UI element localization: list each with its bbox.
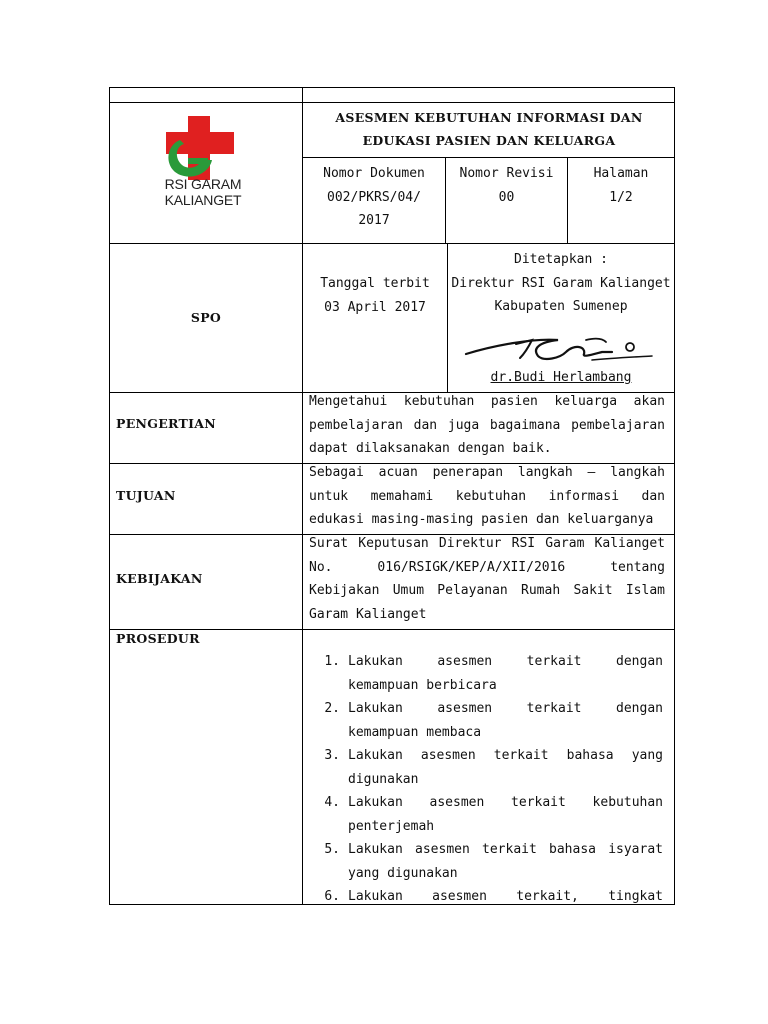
- doc-number-cell: [303, 162, 445, 233]
- step-line-2: yang digunakan: [348, 865, 458, 881]
- revision-cell: [446, 162, 567, 209]
- table-border-left: [109, 87, 110, 905]
- row-divider-spo: [109, 243, 675, 244]
- spo-label: SPO: [190, 310, 222, 325]
- title-line-2: EDUKASI PASIEN DAN KELUARGA: [362, 133, 616, 148]
- procedure-step: [318, 650, 663, 697]
- page-value: 1/2: [609, 189, 633, 205]
- procedure-step: [318, 791, 663, 838]
- revision-label: Nomor Revisi: [459, 166, 554, 181]
- table-border-right: [674, 87, 675, 905]
- step-number: 1.: [324, 654, 340, 669]
- doc-number-value-1: 002/PKRS/04/: [327, 189, 421, 205]
- kebijakan-text: Surat Keputusan Direktur RSI Garam Kalianget No. 016/RSIGK/KEP/A/XII/2016 tentang Kebijakan Umum Pelayanan Rumah Sakit Islam Garam Kalianget: [309, 536, 665, 622]
- issued-date: 03 April 2017: [324, 299, 426, 315]
- document-title: [305, 106, 673, 152]
- approved-label: Ditetapkan :: [514, 252, 608, 267]
- row-divider-header: [109, 102, 675, 103]
- step-line-2: penterjemah: [348, 818, 435, 834]
- page-cell: [568, 162, 674, 209]
- step-number: 6.: [324, 889, 340, 904]
- procedure-list: [318, 650, 663, 909]
- page-label: Halaman: [593, 166, 649, 181]
- procedure-step: [318, 838, 663, 885]
- doc-number-label: Nomor Dokumen: [323, 166, 425, 181]
- procedure-step: [318, 744, 663, 791]
- logo-text: RSI GARAM KALIANGET: [164, 176, 242, 208]
- row-divider-title: [302, 157, 675, 158]
- step-number: 2.: [324, 701, 340, 716]
- step-line-1: Lakukan asesmen terkait bahasa isyarat: [348, 842, 663, 857]
- approval-cell: [448, 248, 674, 319]
- issued-cell: [303, 272, 447, 319]
- approver-title: Direktur RSI Garam Kalianget: [451, 275, 671, 291]
- step-line-1: Lakukan asesmen terkait dengan: [348, 654, 663, 669]
- title-line-1: ASESMEN KEBUTUHAN INFORMASI DAN: [335, 110, 643, 125]
- step-number: 4.: [324, 795, 340, 810]
- approver-region: Kabupaten Sumenep: [494, 299, 628, 314]
- step-number: 5.: [324, 842, 340, 857]
- procedure-step: [318, 697, 663, 744]
- prosedur-label: PROSEDUR: [116, 631, 200, 646]
- signer-name: dr.Budi Herlambang: [490, 370, 632, 385]
- revision-value: 00: [498, 189, 515, 205]
- step-number: 3.: [324, 748, 340, 763]
- pengertian-label: PENGERTIAN: [116, 416, 216, 431]
- procedure-step: [318, 885, 663, 909]
- issued-label: Tanggal terbit: [320, 276, 430, 291]
- kebijakan-label: KEBIJAKAN: [116, 571, 203, 586]
- step-line-1: Lakukan asesmen terkait, tingkat: [348, 889, 663, 904]
- row-divider-top: [109, 87, 675, 88]
- step-line-2: digunakan: [348, 771, 419, 787]
- step-line-2: kemampuan membaca: [348, 724, 482, 740]
- tujuan-text: Sebagai acuan penerapan langkah – langkah untuk memahami kebutuhan informasi dan edukasi masing-masing pasien dan keluarganya: [309, 465, 665, 527]
- signature-image: [462, 328, 662, 368]
- step-line-1: Lakukan asesmen terkait bahasa yang: [348, 748, 663, 763]
- step-line-1: Lakukan asesmen terkait dengan: [348, 701, 663, 716]
- step-line-2: kemampuan berbicara: [348, 677, 497, 693]
- hospital-logo: [128, 110, 278, 220]
- step-line-1: Lakukan asesmen terkait kebutuhan: [348, 795, 663, 810]
- doc-number-value-2: 2017: [358, 213, 390, 228]
- pengertian-text: Mengetahui kebutuhan pasien keluarga akan pembelajaran dan juga bagaimana pembelajaran dapat dilaksanakan dengan baik.: [309, 394, 665, 456]
- tujuan-label: TUJUAN: [116, 488, 176, 503]
